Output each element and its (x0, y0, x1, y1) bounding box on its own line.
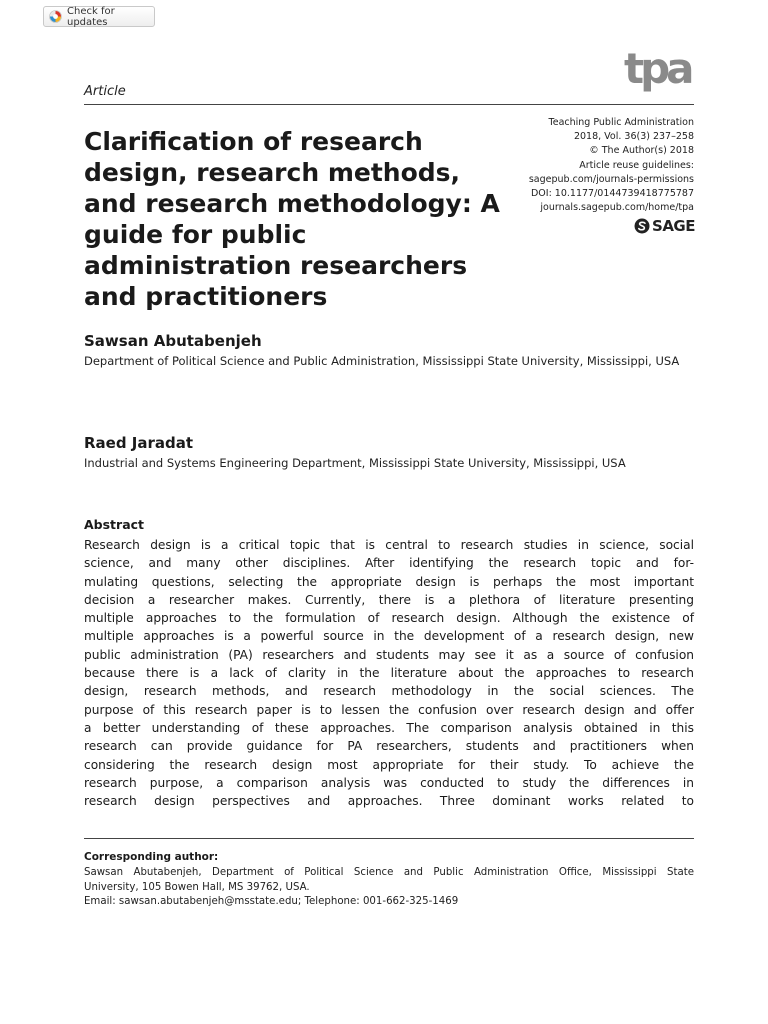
footnote-line: University, 105 Bowen Hall, MS 39762, USA. (84, 881, 310, 893)
abstract-line: a better understanding of these approaches. The comparison analysis obtained in this (84, 720, 694, 735)
corresponding-author-heading: Corresponding author: (84, 851, 219, 863)
abstract-line: public administration (PA) researchers and students may see it as a source of confusion (84, 647, 694, 662)
meta-journal-name: Teaching Public Administration (548, 117, 694, 128)
publisher-logo (634, 217, 695, 235)
abstract-line: research purpose, a comparison analysis was conducted to study the differences in (84, 775, 694, 790)
footnote-contact[interactable]: Email: sawsan.abutabenjeh@msstate.edu; Telephone: 001-662-325-1469 (84, 896, 459, 907)
abstract-line: considering the research design most appropriate for their study. To achieve the (84, 757, 694, 772)
abstract-line: because there is a lack of clarity in the literature about the approaches to research (84, 666, 694, 681)
abstract-body (84, 536, 694, 810)
abstract-line: design, research methods, and research methodology in the social sciences. The (84, 684, 694, 699)
abstract-line: science, and many other disciplines. After identifying the research topic and for- (84, 556, 694, 571)
author-name: Sawsan Abutabenjeh (84, 332, 262, 350)
journal-logo (624, 43, 696, 103)
meta-permissions-link[interactable]: sagepub.com/journals-permissions (528, 173, 694, 185)
section-label: Article (84, 84, 126, 99)
check-for-updates-button[interactable] (43, 6, 155, 27)
svg-text:tpa: tpa (624, 44, 691, 93)
author-affiliation: Industrial and Systems Engineering Department, Mississippi State University, Mississippi, USA (84, 456, 626, 470)
abstract-line: mulating questions, selecting the appropriate design is perhaps the most important (84, 574, 694, 589)
abstract-line: purpose of this research paper is to lessen the confusion over research design and offer (84, 702, 694, 717)
abstract-line: research design perspectives and approaches. Three dominant works related to (84, 794, 694, 809)
corresponding-author-details (84, 866, 694, 910)
abstract-heading: Abstract (84, 517, 145, 532)
meta-doi[interactable]: DOI: 10.1177/0144739418775787 (530, 188, 694, 200)
publisher-logo-text: SAGE (652, 217, 695, 235)
journal-metadata (454, 116, 694, 215)
meta-volume: 2018, Vol. 36(3) 237–258 (573, 131, 694, 143)
abstract-line: research can provide guidance for PA researchers, students and practitioners when (84, 739, 694, 754)
header-divider (84, 104, 694, 105)
abstract-line: Research design is a critical topic that is central to research studies in science, social (84, 538, 694, 552)
author-name: Raed Jaradat (84, 434, 194, 452)
article-title: Clarification of research design, research methods, and research methodology: A guide for public administration researchers and practitioners (84, 127, 500, 311)
meta-copyright: © The Author(s) 2018 (589, 145, 694, 157)
meta-reuse-label: Article reuse guidelines: (579, 159, 694, 171)
check-for-updates-label: Check for updates (67, 5, 115, 28)
footnote-line: Sawsan Abutabenjeh, Department of Political Science and Public Administration Office, Mississippi State (84, 867, 694, 878)
abstract-line: multiple approaches is a powerful source in the development of a research design, new (84, 629, 694, 644)
crossmark-icon (49, 10, 62, 23)
author-affiliation: Department of Political Science and Public Administration, Mississippi State University, Mississippi, USA (84, 354, 680, 368)
meta-journal-link[interactable]: journals.sagepub.com/home/tpa (540, 202, 694, 214)
sage-emblem-icon (634, 218, 650, 234)
abstract-line: multiple approaches to the formulation of research design. Although the existence of (84, 611, 694, 626)
footnote-divider (84, 838, 694, 839)
abstract-line: decision a researcher makes. Currently, there is a plethora of literature presenting (84, 592, 694, 607)
